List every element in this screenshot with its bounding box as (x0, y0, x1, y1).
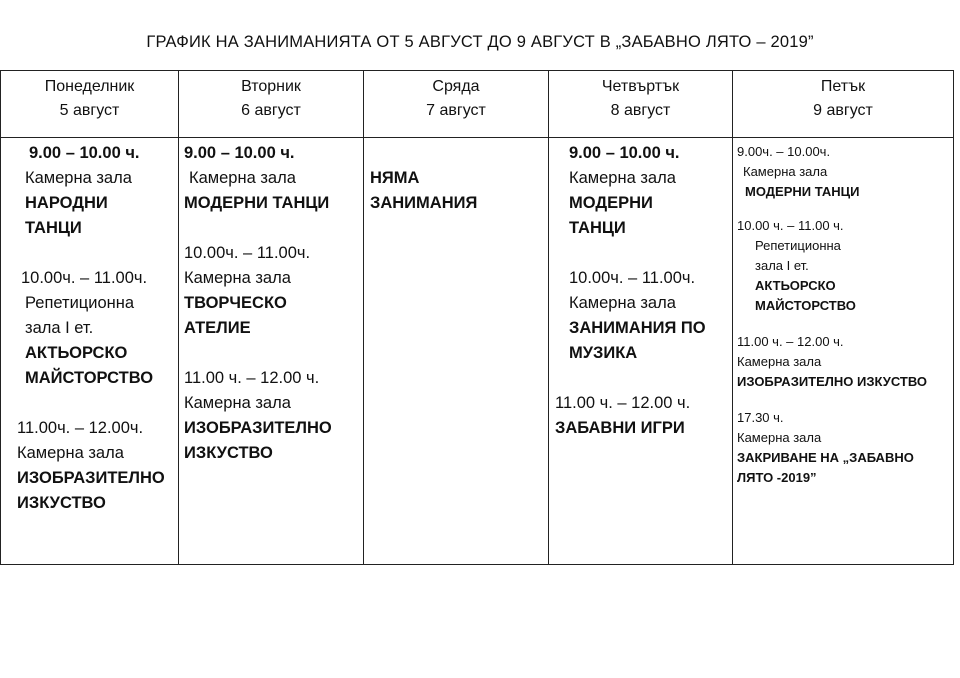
time-slot: 10.00ч. – 11.00ч. (21, 269, 148, 287)
activity-name: НАРОДНИ (25, 194, 108, 212)
hall-label: Камерна зала (189, 169, 296, 187)
header-monday (1, 71, 179, 138)
day-date: 8 август (610, 102, 671, 119)
activity-name: МАЙСТОРСТВО (755, 298, 856, 313)
time-slot: 10.00ч. – 11.00ч. (569, 269, 696, 287)
cell-monday (1, 138, 179, 565)
activity-name: АКТЬОРСКО (755, 278, 836, 293)
activity-name: ИЗОБРАЗИТЕЛНО (17, 469, 165, 487)
time-slot: 9.00 – 10.00 ч. (29, 144, 140, 162)
activity-name: ТВОРЧЕСКО (184, 294, 287, 312)
time-slot: 9.00 – 10.00 ч. (184, 144, 295, 162)
activity-name: МАЙСТОРСТВО (25, 369, 154, 387)
activity-name: ЗАБАВНИ ИГРИ (555, 419, 685, 437)
activity-name: ЗАКРИВАНЕ НА „ЗАБАВНО (737, 450, 914, 465)
activity-name: ИЗОБРАЗИТЕЛНО (184, 419, 332, 437)
header-friday (733, 71, 954, 138)
time-slot: 10.00 ч. – 11.00 ч. (737, 218, 844, 233)
header-thursday (549, 71, 733, 138)
page-title: ГРАФИК НА ЗАНИМАНИЯТА ОТ 5 АВГУСТ ДО 9 АВГУСТ В „ЗАБАВНО ЛЯТО – 2019” (146, 33, 814, 51)
hall-label: зала I ет. (755, 258, 809, 273)
header-row (1, 71, 954, 138)
activity-name: МОДЕРНИ ТАНЦИ (184, 194, 330, 212)
hall-label: Камерна зала (184, 394, 291, 412)
activity-name: МОДЕРНИ (569, 194, 653, 212)
day-date: 9 август (813, 102, 873, 119)
schedule-table (0, 70, 954, 565)
cell-friday (733, 138, 954, 565)
activity-name: ИЗОБРАЗИТЕЛНО ИЗКУСТВО (737, 374, 928, 389)
hall-label: Камерна зала (743, 164, 828, 179)
day-date: 6 август (241, 102, 301, 119)
hall-label: Репетиционна (25, 294, 135, 312)
header-tuesday (179, 71, 364, 138)
hall-label: Камерна зала (737, 430, 822, 445)
time-slot: 10.00ч. – 11.00ч. (184, 244, 311, 262)
activity-name: МОДЕРНИ ТАНЦИ (745, 184, 860, 199)
activity-name: АТЕЛИЕ (184, 319, 251, 337)
time-slot: 17.30 ч. (737, 410, 784, 425)
hall-label: Камерна зала (17, 444, 124, 462)
hall-label: Камерна зала (569, 294, 676, 312)
day-name: Вторник (241, 78, 301, 95)
schedule-row (1, 138, 954, 565)
time-slot: 11.00 ч. – 12.00 ч. (555, 394, 691, 412)
activity-name: ЛЯТО -2019” (737, 470, 817, 485)
time-slot: 11.00ч. – 12.00ч. (17, 419, 144, 437)
day-date: 5 август (59, 102, 120, 119)
day-name: Сряда (432, 78, 480, 95)
activity-name: ЗАНИМАНИЯ (370, 194, 478, 212)
hall-label: зала I ет. (25, 319, 94, 337)
hall-label: Камерна зала (569, 169, 676, 187)
day-name: Петък (820, 78, 866, 95)
activity-name: АКТЬОРСКО (25, 344, 128, 362)
time-slot: 11.00 ч. – 12.00 ч. (737, 334, 844, 349)
activity-name: ЗАНИМАНИЯ ПО (569, 319, 706, 337)
activity-name: ТАНЦИ (25, 219, 82, 237)
day-date: 7 август (426, 102, 486, 119)
hall-label: Репетиционна (755, 238, 841, 253)
activity-name: МУЗИКА (569, 344, 638, 362)
activity-name: НЯМА (370, 169, 420, 187)
cell-wednesday (364, 138, 549, 565)
hall-label: Камерна зала (25, 169, 132, 187)
cell-thursday (549, 138, 733, 565)
hall-label: Камерна зала (737, 354, 822, 369)
day-name: Понеделник (44, 78, 135, 95)
header-wednesday (364, 71, 549, 138)
day-name: Четвъртък (601, 78, 680, 95)
time-slot: 9.00 – 10.00 ч. (569, 144, 680, 162)
cell-tuesday (179, 138, 364, 565)
time-slot: 9.00ч. – 10.00ч. (737, 144, 831, 159)
activity-name: ИЗКУСТВО (17, 494, 106, 512)
hall-label: Камерна зала (184, 269, 291, 287)
activity-name: ИЗКУСТВО (184, 444, 273, 462)
activity-name: ТАНЦИ (569, 219, 626, 237)
time-slot: 11.00 ч. – 12.00 ч. (184, 369, 320, 387)
